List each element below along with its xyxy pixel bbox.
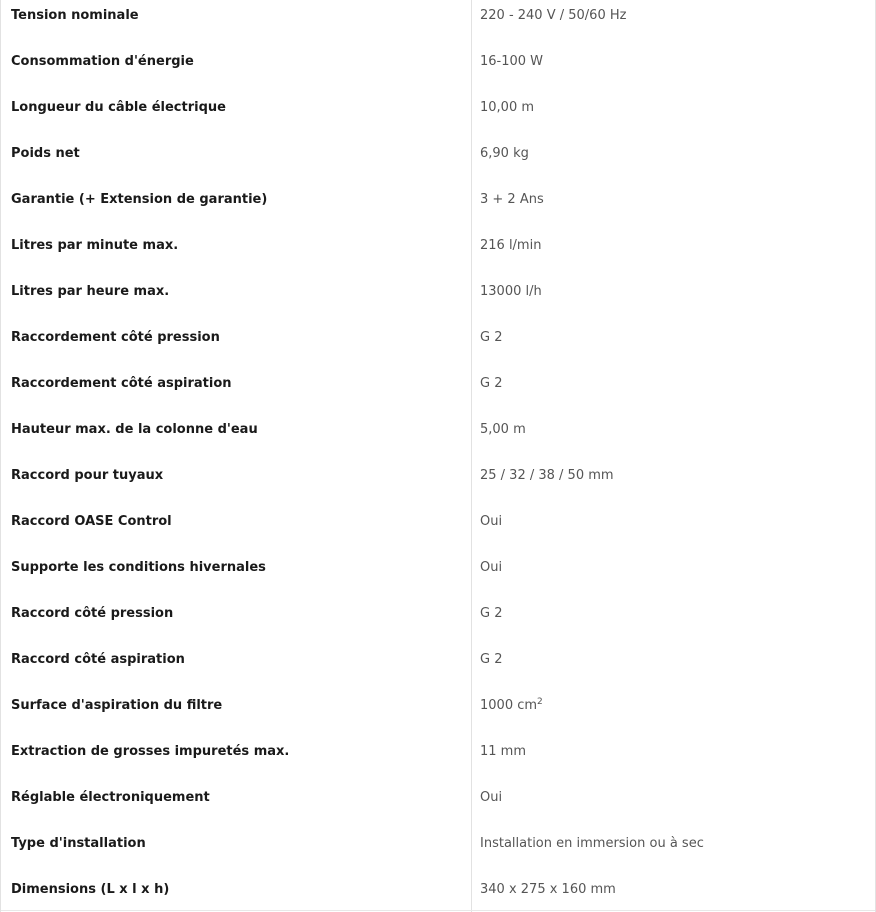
spec-row xyxy=(1,552,875,598)
spec-label: Raccordement côté pression xyxy=(11,330,220,345)
spec-row xyxy=(1,414,875,460)
spec-label: Garantie (+ Extension de garantie) xyxy=(11,192,268,207)
spec-value: 16-100 W xyxy=(480,54,544,69)
spec-row xyxy=(1,644,875,690)
spec-row xyxy=(1,690,875,736)
spec-label: Tension nominale xyxy=(11,8,139,23)
spec-row xyxy=(1,184,875,230)
spec-label: Supporte les conditions hivernales xyxy=(11,560,266,575)
superscript-exponent: 2 xyxy=(537,697,543,707)
spec-label: Raccord OASE Control xyxy=(11,514,172,529)
spec-value: G 2 xyxy=(480,652,503,667)
spec-value: Installation en immersion ou à sec xyxy=(480,836,704,851)
spec-value: 10,00 m xyxy=(480,100,535,115)
spec-label: Longueur du câble électrique xyxy=(11,100,226,115)
spec-value: 6,90 kg xyxy=(480,146,529,161)
spec-row xyxy=(1,92,875,138)
spec-row xyxy=(1,368,875,414)
spec-row xyxy=(1,276,875,322)
spec-label: Dimensions (L x l x h) xyxy=(11,882,170,897)
spec-value: 216 l/min xyxy=(480,238,542,253)
spec-row xyxy=(1,782,875,828)
spec-value: G 2 xyxy=(480,376,503,391)
spec-value: Oui xyxy=(480,790,503,805)
spec-value xyxy=(471,690,875,714)
spec-value: G 2 xyxy=(480,330,503,345)
spec-value: 5,00 m xyxy=(480,422,526,437)
spec-value: Oui xyxy=(480,560,503,575)
spec-label: Réglable électroniquement xyxy=(11,790,210,805)
spec-row xyxy=(1,230,875,276)
spec-label: Raccord côté pression xyxy=(11,606,174,621)
spec-label: Raccord pour tuyaux xyxy=(11,468,164,483)
spec-value: Oui xyxy=(480,514,503,529)
spec-value: 13000 l/h xyxy=(480,284,542,299)
spec-label: Litres par minute max. xyxy=(11,238,179,253)
spec-label: Litres par heure max. xyxy=(11,284,170,299)
spec-row xyxy=(1,506,875,552)
spec-row xyxy=(1,874,875,912)
spec-row xyxy=(1,828,875,874)
spec-value: 340 x 275 x 160 mm xyxy=(480,882,616,897)
spec-label: Type d'installation xyxy=(11,836,146,851)
spec-value: 3 + 2 Ans xyxy=(480,192,544,207)
spec-value: 25 / 32 / 38 / 50 mm xyxy=(480,468,614,483)
spec-label: Hauteur max. de la colonne d'eau xyxy=(11,422,258,437)
spec-label: Extraction de grosses impuretés max. xyxy=(11,744,290,759)
spec-row xyxy=(1,322,875,368)
spec-row xyxy=(1,138,875,184)
spec-label: Consommation d'énergie xyxy=(11,54,194,69)
spec-row xyxy=(1,598,875,644)
spec-row xyxy=(1,46,875,92)
spec-value: 220 - 240 V / 50/60 Hz xyxy=(480,8,627,23)
spec-label: Surface d'aspiration du filtre xyxy=(11,698,223,713)
spec-label: Raccordement côté aspiration xyxy=(11,376,232,391)
spec-label: Raccord côté aspiration xyxy=(11,652,185,667)
spec-row xyxy=(1,460,875,506)
spec-value: 11 mm xyxy=(480,744,527,759)
spec-label: Poids net xyxy=(11,146,80,161)
spec-row xyxy=(1,736,875,782)
table-bottom-divider xyxy=(1,910,875,911)
spec-value-text: 1000 cm xyxy=(480,698,538,713)
spec-value: G 2 xyxy=(480,606,503,621)
spec-row xyxy=(1,0,875,46)
